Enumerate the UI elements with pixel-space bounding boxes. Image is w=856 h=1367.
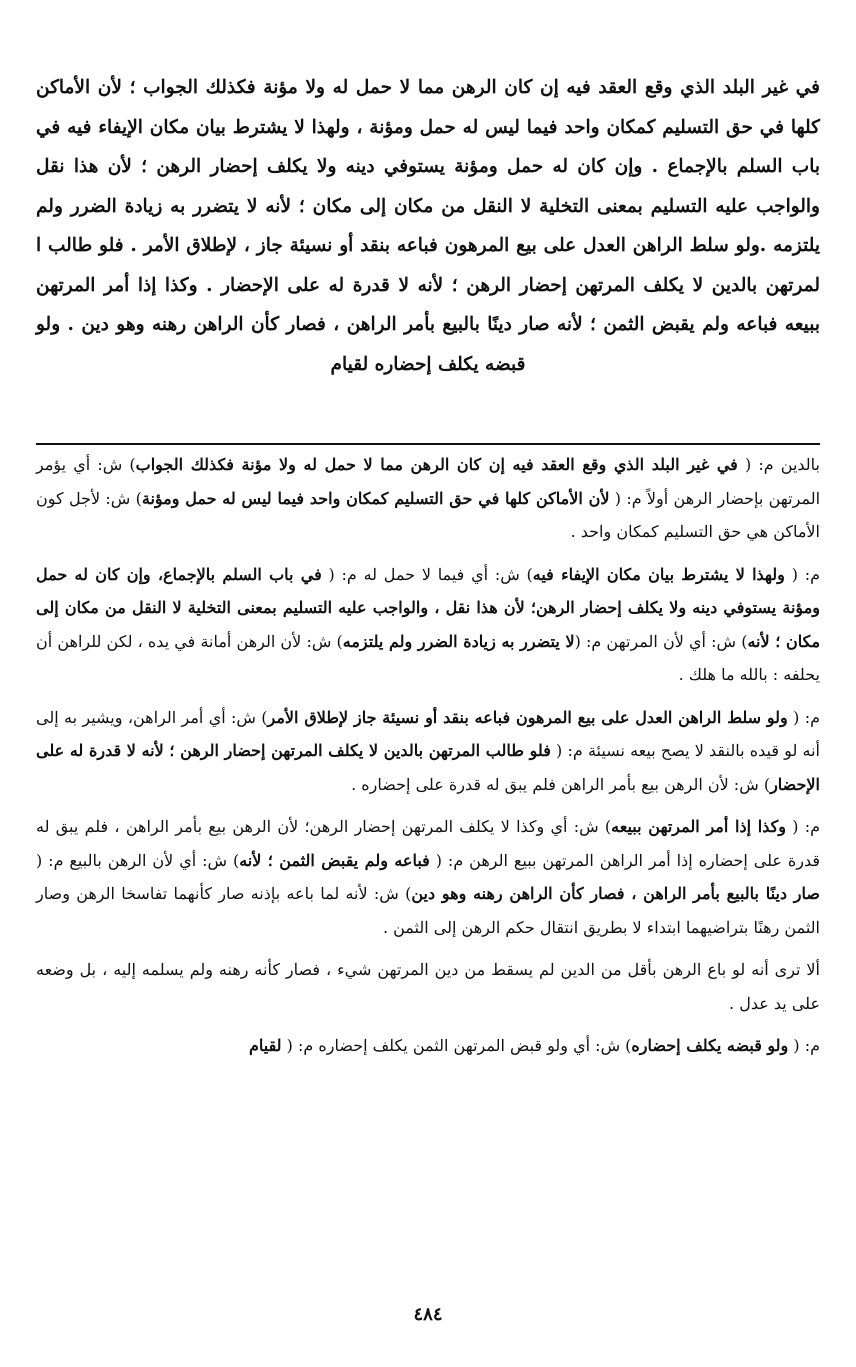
commentary-paragraph: بالدين م: ( في غير البلد الذي وقع العقد فيه إن كان الرهن مما لا حمل له ولا مؤنة فكذلك الجواب) ش: أي يؤمر المرتهن بإحضار الرهن أولاً م: ( لأن الأماكن كلها في حق التسليم كمكان واحد فيما ليس له حمل ومؤنة) ش: لأجل كون الأماكن هي حق التسليم كمكان واحد . [36,455,821,541]
commentary [36,448,820,1072]
commentary-paragraph: م: ( وكذا إذا أمر المرتهن ببيعه) ش: أي وكذا لا يكلف المرتهن إحضار الرهن؛ لأن الرهن بيع بأمر الراهن ، فلم يبق له قدرة على إحضاره إذا أمر الراهن المرتهن ببيع الرهن م: ( فباعه ولم يقبض الثمن ؛ لأنه) ش: أي لأن الرهن بالبيع م: ( صار دينًا بالبيع بأمر الراهن ، فصار كأن الراهن رهنه وهو دين) ش: لأنه لما باعه بإذنه صار كأنهما تفاسخا الرهن وصار الثمن رهنًا بتراضيهما ابتداء لا بطريق انتقال حكم الرهن إلى الثمن . [36,817,821,937]
commentary-paragraph: ألا ترى أنه لو باع الرهن بأقل من الدين لم يسقط من دين المرتهن شيء ، فصار كأنه رهنه ولم يسلمه إليه ، بل وضعه على يد عدل . [36,960,820,1013]
page-number: ٤٨٤ [413,1304,443,1325]
commentary-paragraph: م: ( ولو قبضه يكلف إحضاره) ش: أي ولو قبض المرتهن الثمن يكلف إحضاره م: ( لقيام [248,1036,820,1055]
commentary-paragraph: م: ( ولو سلط الراهن العدل على بيع المرهون فباعه بنقد أو نسيئة جاز لإطلاق الأمر) ش: أي أمر الراهن، ويشير به إلى أنه لو قيده بالنقد لا يصح بيعه نسيئة م: ( فلو طالب المرتهن بالدين لا يكلف المرتهن إحضار الرهن ؛ لأنه لا قدرة له على الإحضار) ش: لأن الرهن بيع بأمر الراهن فلم يبق له قدرة على إحضاره . [36,707,821,794]
main-text: في غير البلد الذي وقع العقد فيه إن كان الرهن مما لا حمل له ولا مؤنة فكذلك الجواب ؛ لأن الأماكن كلها في حق التسليم كمكان واحد فيما ليس له حمل ومؤنة ، ولهذا لا يشترط بيان مكان الإيفاء فيه في باب السلم بالإجماع . وإن كان له حمل ومؤنة يستوفي دينه ولا يكلف إحضار الرهن ؛ لأن هذا نقل والواجب عليه التسليم بمعنى التخلية لا النقل من مكان إلى مكان ؛ لأنه لا يتضرر به زيادة الضرر ولم يلتزمه .ولو سلط الراهن العدل على بيع المرهون فباعه بنقد أو نسيئة جاز ، لإطلاق الأمر . فلو طالب ا لمرتهن بالدين لا يكلف المرتهن إحضار الرهن ؛ لأنه لا قدرة له على الإحضار . وكذا إذا أمر المرتهن ببيعه فباعه ولم يقبض الثمن ؛ لأنه صار دينًا بالبيع بأمر الراهن ، فصار كأن الراهن رهنه وهو دين . ولو قبضه يكلف إحضاره لقيام [36,77,820,375]
footnote-divider [36,443,820,445]
commentary-paragraph: م: ( ولهذا لا يشترط بيان مكان الإيفاء فيه) ش: أي فيما لا حمل له م: ( في باب السلم بالإجماع، وإن كان له حمل ومؤنة يستوفي دينه ولا يكلف إحضار الرهن؛ لأن هذا نقل ، والواجب عليه التسليم بمعنى التخلية لا النقل من مكان إلى مكان ؛ لأنه) ش: أي لأن المرتهن م: (لا يتضرر به زيادة الضرر ولم يلتزمه) ش: لأن الرهن أمانة في يده ، لكن للراهن أن يحلفه : بالله ما هلك . [36,564,821,684]
